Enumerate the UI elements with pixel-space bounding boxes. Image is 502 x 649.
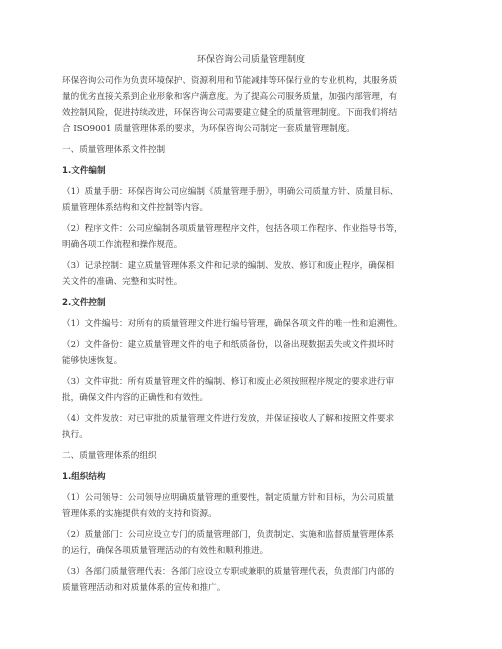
list-item-line: （1）文件编号：对所有的质量管理文件进行编号管理，确保各项文件的唯一性和追溯性。 bbox=[62, 319, 403, 329]
list-item-line: 质量管理活动和对质量体系的宣传和推广。 bbox=[62, 583, 226, 593]
intro-line: 环保咨询公司作为负责环境保护、资源利用和节能减排等环保行业的专业机构，其服务质 bbox=[62, 76, 398, 86]
list-item-line: （2）文件备份：建立质量管理文件的电子和纸质备份，以备出现数据丢失或文件损坏时 bbox=[62, 340, 395, 350]
list-item-line: （1）质量手册：环保咨询公司应编制《质量管理手册》，明确公司质量方针、质量目标、 bbox=[62, 187, 399, 197]
list-item-line: （1）公司领导：公司领导应明确质量管理的重要性，制定质量方针和目标，为公司质量 bbox=[62, 493, 395, 503]
subsection-heading: 1.文件编制 bbox=[62, 166, 106, 176]
list-item-line: （3）各部门质量管理代表：各部门应设立专职或兼职的质量管理代表，负责部门内部的 bbox=[62, 567, 395, 577]
list-item-line: （2）程序文件：公司应编制各项质量管理程序文件，包括各项工作程序、作业指导书等， bbox=[62, 224, 403, 234]
list-item-line: 质量管理体系结构和文件控制等内容。 bbox=[62, 203, 209, 213]
list-item-line: 的运行，确保各项质量管理活动的有效性和顺利推进。 bbox=[62, 546, 269, 556]
list-item-line: 明确各项工作流程和操作规范。 bbox=[62, 240, 183, 250]
list-item-line: 关文件的准确、完整和实时性。 bbox=[62, 277, 183, 287]
section-heading: 一、质量管理体系文件控制 bbox=[62, 145, 166, 155]
intro-line: 量的优劣直接关系到企业形象和客户满意度。为了提高公司服务质量，加强内部管理，有 bbox=[62, 92, 398, 102]
list-item-line: （3）记录控制：建立质量管理体系文件和记录的编制、发放、修订和废止程序，确保相 bbox=[62, 261, 395, 271]
list-item-line: 管理体系的实施提供有效的支持和资源。 bbox=[62, 509, 217, 519]
list-item-line: （2）质量部门：公司应设立专门的质量管理部门，负责制定、实施和监督质量管理体系 bbox=[62, 530, 395, 540]
subsection-heading: 2.文件控制 bbox=[62, 298, 106, 308]
list-item-line: 批，确保文件内容的正确性和有效性。 bbox=[62, 393, 209, 403]
intro-line: 合 ISO9001 质量管理体系的要求，为环保咨询公司制定一套质量管理制度。 bbox=[62, 124, 355, 134]
intro-line: 效控制风险，促进持续改进，环保咨询公司需要建立健全的质量管理制度。下面我们将结 bbox=[62, 108, 398, 118]
section-heading: 二、质量管理体系的组织 bbox=[62, 451, 157, 461]
list-item-line: 能够快速恢复。 bbox=[62, 356, 123, 366]
subsection-heading: 1.组织结构 bbox=[62, 472, 106, 482]
list-item-line: （4）文件发放：对已审批的质量管理文件进行发放，并保证接收人了解和按照文件要求 bbox=[62, 414, 395, 424]
list-item-line: （3）文件审批：所有质量管理文件的编制、修订和废止必须按照程序规定的要求进行审 bbox=[62, 377, 395, 387]
document-title: 环保咨询公司质量管理制度 bbox=[196, 55, 305, 65]
list-item-line: 执行。 bbox=[62, 430, 88, 440]
